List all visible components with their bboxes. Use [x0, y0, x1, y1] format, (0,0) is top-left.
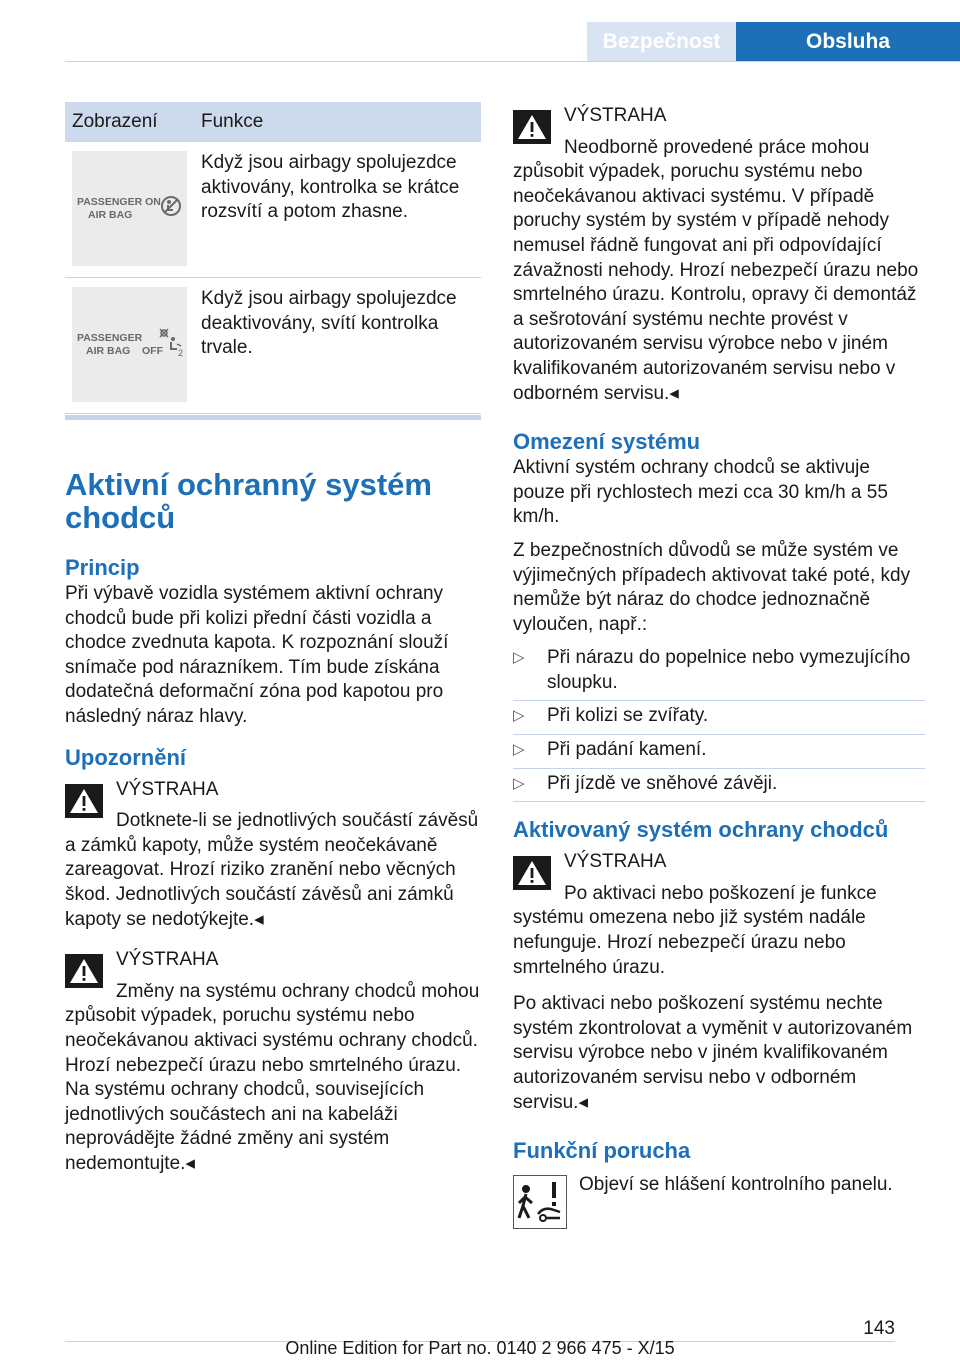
footer-edition: Online Edition for Part no. 0140 2 966 475 - X/15	[285, 1338, 675, 1358]
warning-block	[513, 850, 925, 980]
right-column	[513, 104, 925, 1233]
list-item: ▷ Při jízdě ve sněhové závěji.	[513, 772, 925, 803]
table-header-display: Zobrazení	[72, 111, 158, 132]
bullet-marker-icon: ▷	[513, 707, 525, 725]
pedestrian-protection-fault-icon	[513, 1175, 567, 1229]
passenger-airbag-on-indicator	[72, 151, 187, 266]
section-title: Aktivní ochranný systém chodců	[65, 467, 432, 535]
warning-text: Změny na systému ochrany chodců mohou způsobit výpadek, poruchu systému nebo neočekávanou aktivaci systému ochrany chodců. Hrozí nebezpečí úrazu nebo smrtelného úrazu. Na systému ochrany chodců, souvisejících jednotlivých součástech ani na kabeláži neprovádějte žádné změny ani systém nedemontujte.◂	[65, 980, 480, 1174]
header-divider	[65, 61, 960, 62]
indicator-label-line1: PASSENGER ON	[77, 196, 161, 208]
warning-text: Dotknete-li se jednotlivých součástí závěsů a zámků kapoty, může systém neočekávaně zareagovat. Hrozí riziko zranění nebo věcných škod. Jednotlivých součástí závěsů ani zámků kapoty se nedotýkejte.◂	[65, 810, 479, 930]
warning-label: VÝSTRAHA	[564, 851, 667, 873]
warning-label: VÝSTRAHA	[116, 949, 219, 971]
list-item: ▷ Při padání kamení.	[513, 738, 925, 769]
warning-triangle-icon	[65, 954, 103, 988]
warning-text: Po aktivaci nebo poškození je funkce systému omezena nebo již systém nadále nefunguje. Hrozí nebezpečí úrazu nebo smrtelného úrazu.	[513, 882, 877, 978]
bullet-marker-icon: ▷	[513, 649, 525, 667]
passenger-airbag-off-indicator	[72, 287, 187, 402]
seat-airbag-icon	[160, 195, 182, 217]
warning-triangle-icon	[513, 110, 551, 144]
warning-triangle-icon	[513, 856, 551, 890]
fault-row	[513, 1173, 925, 1233]
activated-text: Po aktivaci nebo poškození systému nechte systém zkontrolovat a vyměnit v autorizovaném servisu výrobce nebo v jiném kvalifikovaném autorizovaném servisu nebo v odborném servisu.◂	[513, 993, 913, 1113]
svg-text:2: 2	[178, 348, 184, 357]
table-cell-function: Když jsou airbagy spolujezdce aktivovány, kontrolka se krátce rozsvítí a potom zhasne.	[201, 152, 460, 223]
list-item: ▷ Při nárazu do popelnice nebo vymezujícího sloupku.	[513, 646, 925, 701]
warning-text: Neodborně provedené práce mohou způsobit výpadek, poruchu systému nebo neočekávanou aktivaci systému. V případě poruchy systém by systém v případě nehody nemusel řádně fungovat ani při odpovídající závažnosti nehody. Hrozí nebezpečí úrazu nebo smrtelného úrazu. Kontrolu, opravy či demontáž a sešrotování systému nechte provést v autorizovaném servisu výrobce nebo v jiném kvalifikovaném autorizovaném servisu nebo v odborném servisu.◂	[513, 136, 919, 404]
header-tab-safety[interactable]: Bezpečnost	[587, 22, 736, 62]
notes-heading: Upozornění	[65, 744, 186, 770]
activated-heading: Aktivovaný systém ochrany chodců	[513, 817, 889, 843]
warning-label: VÝSTRAHA	[564, 105, 667, 126]
table-row	[65, 142, 481, 278]
table-row	[65, 278, 481, 414]
table-bottom-rule	[65, 415, 481, 420]
indicator-label-line2: AIR BAG	[88, 209, 133, 221]
fault-heading: Funkční porucha	[513, 1138, 691, 1164]
fault-text: Objeví se hlášení kontrolního panelu.	[579, 1174, 893, 1196]
warning-label: VÝSTRAHA	[116, 778, 219, 800]
table-header	[65, 102, 481, 142]
warning-block	[513, 104, 925, 406]
indicator-table	[65, 102, 481, 420]
bullet-marker-icon: ▷	[513, 741, 525, 759]
limits-text: Z bezpečnostních důvodů se může systém ve výjimečných případech aktivovat také poté, kdy nemůže být náraz do chodce jednoznačně vyloučen, např.:	[513, 539, 911, 635]
indicator-label-line2: AIR BAG OFF	[86, 345, 163, 357]
indicator-label-line1: PASSENGER	[77, 332, 143, 344]
bullet-list	[513, 646, 925, 802]
principle-heading: Princip	[65, 555, 140, 580]
table-cell-function: Když jsou airbagy spolujezdce deaktivovány, svítí kontrolka trvale.	[201, 288, 457, 359]
warning-triangle-icon	[65, 784, 103, 818]
table-header-function: Funkce	[201, 111, 264, 132]
limits-text: Aktivní systém ochrany chodců se aktivuje pouze při rychlostech mezi cca 30 km/h a 55 km/h.	[513, 457, 888, 528]
header-tab-operation[interactable]: Obsluha	[736, 22, 960, 62]
page-number: 143	[863, 1318, 895, 1339]
warning-block	[65, 778, 481, 933]
principle-text: Při výbavě vozidla systémem aktivní ochrany chodců bude při kolizi přední části vozidla a chodce zvednuta kapota. K rozpoznání slouží snímače pod nárazníkem. Tím bude získána dodatečná deformační zóna pod kapotou pro následný náraz hlavy.	[65, 583, 449, 727]
airbag-off-icon	[158, 327, 184, 357]
warning-block	[65, 948, 481, 1176]
list-item: ▷ Při kolizi se zvířaty.	[513, 704, 925, 735]
left-column	[65, 102, 481, 1188]
bullet-marker-icon: ▷	[513, 774, 525, 792]
limits-heading: Omezení systému	[513, 429, 701, 455]
